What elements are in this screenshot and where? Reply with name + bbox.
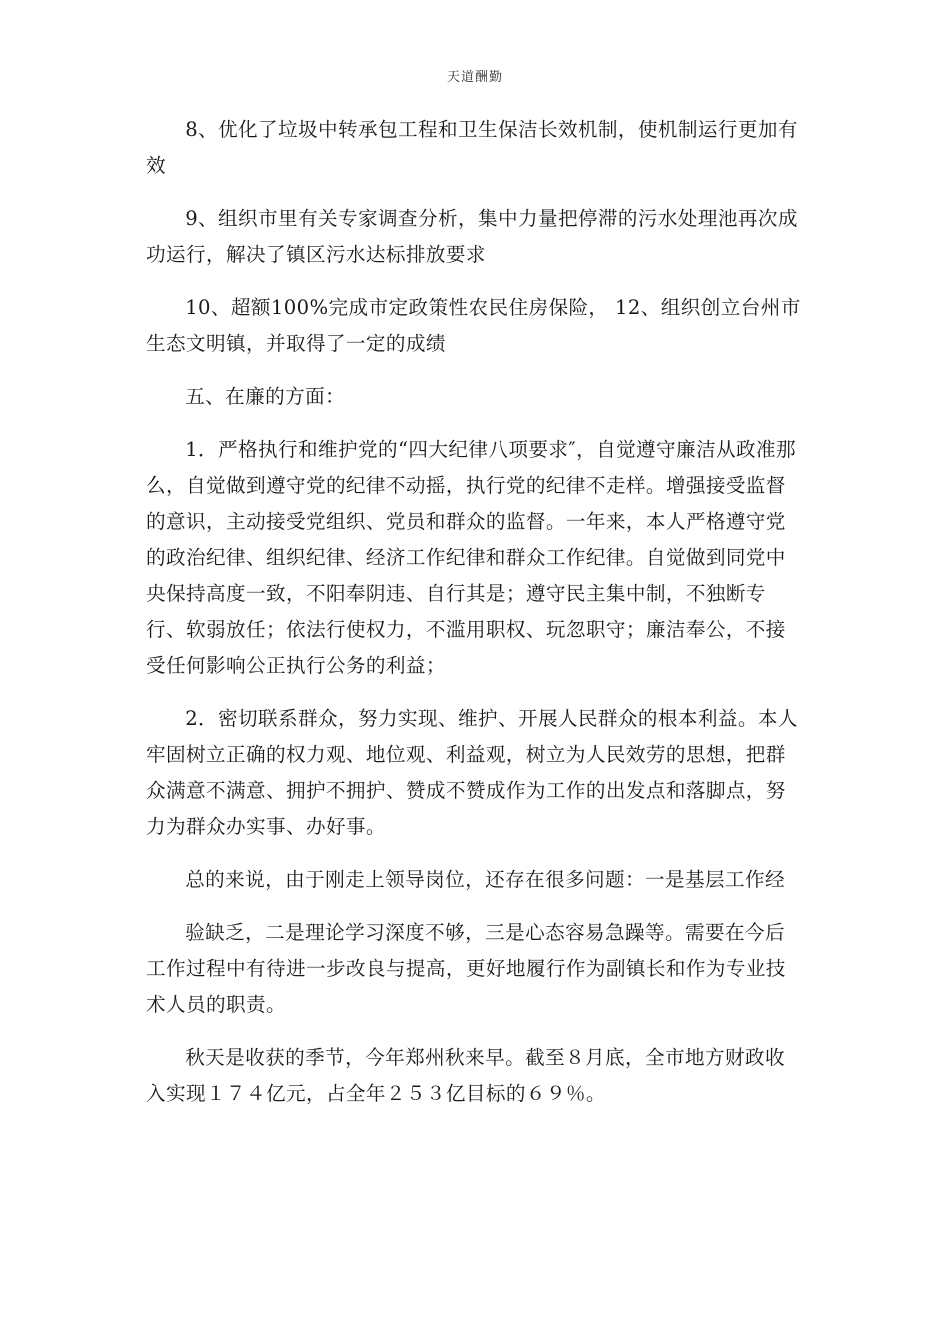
document-body bbox=[146, 112, 804, 1129]
paragraph-autumn-finance: 秋天是收获的季节，今年郑州秋来早。截至８月底，全市地方财政收入实现１７４亿元，占全年２５３亿目标的６９％。 bbox=[146, 1046, 785, 1105]
section-heading-integrity: 五、在廉的方面： bbox=[185, 385, 346, 408]
paragraph-item-10: 10、超额100%完成市定政策性农民住房保险， 12、组织创立台州市生态文明镇，并取得了一定的成绩 bbox=[146, 296, 801, 355]
paragraph-integrity-2: 2．密切联系群众，努力实现、维护、开展人民群众的根本利益。本人牢固树立正确的权力观、地位观、利益观，树立为人民效劳的思想，把群众满意不满意、拥护不拥护、赞成不赞成作为工作的出发点和落脚点，努力为群众办实事、办好事。 bbox=[146, 707, 798, 838]
paragraph-summary-start: 总的来说，由于刚走上领导岗位，还存在很多问题：一是基层工作经 bbox=[185, 868, 785, 891]
paragraph-integrity-1: 1．严格执行和维护党的“四大纪律八项要求″，自觉遵守廉洁从政准那么，自觉做到遵守党的纪律不动摇，执行党的纪律不走样。增强接受监督的意识，主动接受党组织、党员和群众的监督。一年来，本人严格遵守党的政治纪律、组织纪律、经济工作纪律和群众工作纪律。自觉做到同党中央保持高度一致，不阳奉阴违、自行其是；遵守民主集中制，不独断专行、软弱放任；依法行使权力，不滥用职权、玩忽职守；廉洁奉公，不接受任何影响公正执行公务的利益； bbox=[146, 438, 797, 677]
paragraph-summary-continued: 验缺乏，二是理论学习深度不够，三是心态容易急躁等。需要在今后工作过程中有待进一步改良与提高，更好地履行作为副镇长和作为专业技术人员的职责。 bbox=[146, 921, 786, 1016]
paragraph-item-8: 8、优化了垃圾中转承包工程和卫生保洁长效机制，使机制运行更加有效 bbox=[146, 118, 798, 177]
page-header: 天道酬勤 bbox=[446, 70, 503, 85]
paragraph-item-9: 9、组织市里有关专家调查分析，集中力量把停滞的污水处理池再次成功运行，解决了镇区污水达标排放要求 bbox=[146, 207, 798, 266]
